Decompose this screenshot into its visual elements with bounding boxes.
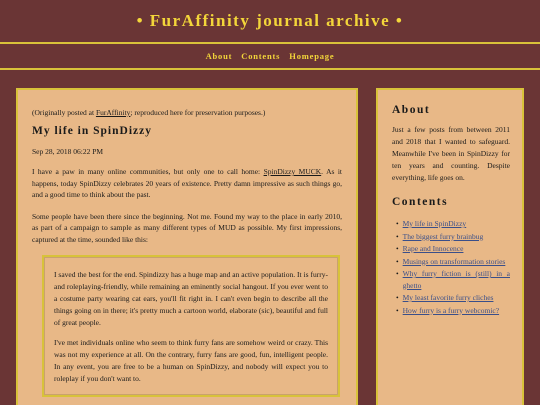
post-paragraph-1: [32, 166, 342, 201]
nav-link-contents[interactable]: Contents: [241, 51, 281, 61]
about-text: Just a few posts from between 2011 and 2018 that I wanted to safeguard. Meanwhile I've been in SpinDizzy for ten years and counting. Despite everything, life goes on.: [392, 125, 510, 182]
about-heading: About: [392, 104, 431, 116]
contents-link-7[interactable]: How furry is a furry webcomic?: [402, 305, 500, 315]
list-item: [396, 218, 510, 230]
contents-link-5[interactable]: Why furry fiction is (still) in a ghetto: [402, 269, 510, 290]
furaffinity-link[interactable]: FurAffinity: [95, 108, 131, 117]
paragraph-text: I have a paw in many online communities, but only one to call home:: [32, 167, 264, 176]
list-item: [396, 256, 510, 268]
bullet-icon: •: [396, 305, 399, 315]
bullet-icon: •: [396, 293, 399, 302]
contents-list: [392, 218, 510, 316]
bullet-icon: •: [396, 256, 399, 266]
contents-link-2[interactable]: The biggest furry brainbug: [402, 231, 484, 241]
quote-paragraph-2: I've met individuals online who seem to think furry fans are somehow weird or crazy. This was not my experience at all. On the contrary, furry fans are good, fun, intelligent people. In any event, you are free to be a human on SpinDizzy, and nobody will expect you to roleplay if you don't want to.: [54, 338, 328, 383]
list-item: [396, 268, 510, 291]
list-item: [396, 231, 510, 243]
contents-link-1[interactable]: My life in SpinDizzy: [402, 219, 467, 228]
nav-bar: [0, 44, 540, 70]
paragraph-text: . As it happens, today SpinDizzy celebrates 20 years of existence. Pretty damn impressive as such things go, and a good time to think about the past.: [32, 167, 343, 199]
contents-link-3[interactable]: Rape and Innocence: [402, 244, 464, 253]
repost-note: [32, 108, 342, 118]
contents-link-6[interactable]: My least favorite furry cliches: [402, 293, 494, 302]
post-paragraph-2: Some people have been there since the beginning. Not me. Found my way to the place in early 2010, as part of a campaign to sample as many different types of MUD as possible. My first impressions, captured at the time, sounded like this:: [32, 211, 342, 244]
nav-link-homepage[interactable]: Homepage: [289, 51, 335, 61]
post-title: My life in SpinDizzy: [32, 125, 152, 137]
sidebar: [376, 88, 524, 405]
post-date: Sep 28, 2018 06:22 PM: [32, 147, 104, 156]
quote-paragraph-1: I saved the best for the end. Spindizzy has a huge map and an active population. It is furry- and roleplaying-friendly, while remaining an eminently social hangout. If you ever went to a costume party wearing cat ears, you'll fit right in. I can't even begin to describe all the things going on in there; it's pretty much a cartoon world, elaborate (sic), beautiful and full of great people.: [54, 270, 328, 327]
main-content: [16, 88, 358, 405]
bullet-icon: •: [396, 269, 399, 278]
repost-note-suffix: ; reproduced here for preservation purposes.): [130, 108, 266, 117]
site-header: [0, 0, 540, 44]
list-item: [396, 292, 510, 304]
contents-heading: Contents: [392, 196, 449, 208]
nav-link-about[interactable]: About: [205, 51, 233, 61]
bullet-icon: •: [396, 244, 399, 253]
bullet-icon: •: [396, 219, 399, 228]
bullet-icon: •: [396, 231, 399, 241]
site-title: • FurAffinity journal archive •: [136, 11, 404, 30]
contents-link-4[interactable]: Musings on transformation stories: [402, 256, 506, 266]
list-item: [396, 243, 510, 255]
list-item: [396, 305, 510, 317]
spindizzy-muck-link[interactable]: SpinDizzy MUCK: [263, 167, 322, 176]
blockquote: [42, 255, 340, 397]
repost-note-prefix: (Originally posted at: [32, 108, 96, 117]
